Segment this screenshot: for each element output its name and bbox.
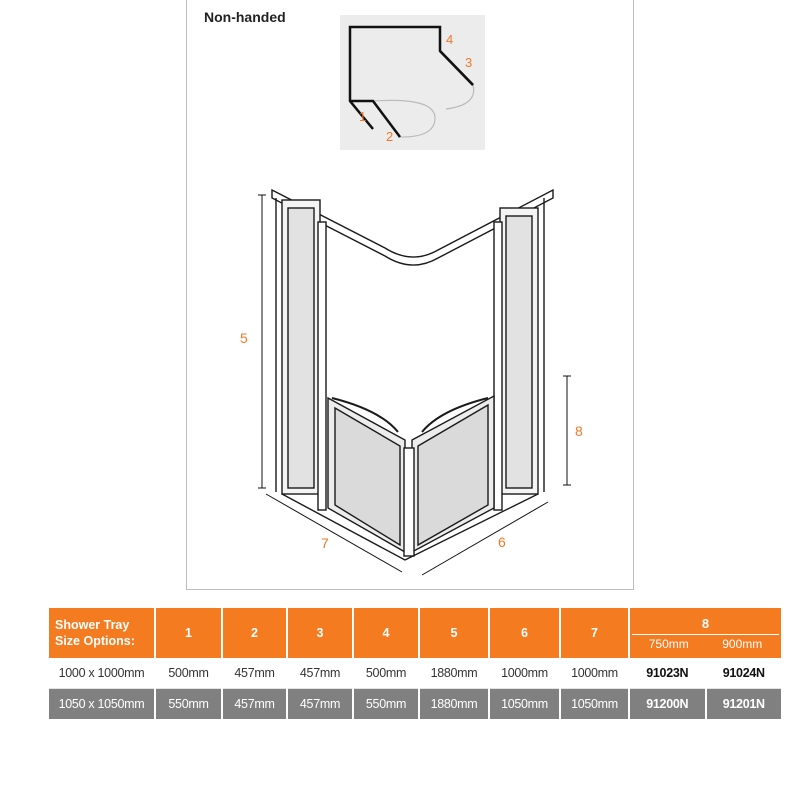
row-cell: 1880mm	[420, 689, 488, 719]
header-col-8-sub-750: 750mm	[648, 636, 689, 651]
row-code: 91200N	[630, 689, 705, 719]
header-col-4: 4	[354, 608, 418, 658]
header-col-2: 2	[223, 608, 286, 658]
dim-label-8: 8	[575, 423, 583, 439]
dim-label-7: 7	[321, 535, 329, 551]
header-col-7: 7	[561, 608, 628, 658]
enclosure-drawing	[272, 190, 553, 560]
row-size: 1000 x 1000mm	[49, 658, 154, 689]
row-cell: 457mm	[288, 689, 352, 719]
table-row	[49, 689, 781, 719]
row-code: 91024N	[707, 658, 782, 689]
header-col-1: 1	[156, 608, 221, 658]
row-cell: 550mm	[354, 689, 418, 719]
header-col-5: 5	[420, 608, 488, 658]
header-col-8-sub-900: 900mm	[722, 636, 763, 651]
header-size-options: Shower Tray Size Options:	[49, 608, 154, 658]
plan-view	[350, 27, 474, 137]
plan-label-3: 3	[465, 55, 473, 70]
header-col-3: 3	[288, 608, 352, 658]
row-code: 91023N	[630, 658, 705, 689]
plan-outline	[350, 27, 473, 129]
row-cell: 1050mm	[561, 689, 628, 719]
row-cell: 500mm	[354, 658, 418, 689]
row-cell: 457mm	[223, 689, 286, 719]
dim-label-6: 6	[498, 534, 506, 550]
dim-label-5: 5	[240, 330, 248, 346]
row-cell: 1050mm	[490, 689, 559, 719]
header-col-8-label: 8	[701, 615, 710, 631]
row-cell: 1000mm	[561, 658, 628, 689]
header-col-8	[630, 608, 781, 658]
plan-label-1: 1	[359, 109, 367, 124]
row-cell: 1880mm	[420, 658, 488, 689]
row-cell: 550mm	[156, 689, 221, 719]
table-header-row	[49, 608, 781, 658]
plan-label-4: 4	[446, 32, 454, 47]
row-cell: 457mm	[288, 658, 352, 689]
row-cell: 457mm	[223, 658, 286, 689]
diagram-heading: Non-handed	[204, 9, 286, 25]
header-col-6: 6	[490, 608, 559, 658]
row-size: 1050 x 1050mm	[49, 689, 154, 719]
plan-door-swing-left	[373, 100, 435, 137]
plan-label-2: 2	[386, 129, 394, 144]
row-code: 91201N	[707, 689, 782, 719]
row-cell: 1000mm	[490, 658, 559, 689]
row-cell: 500mm	[156, 658, 221, 689]
size-options-table	[47, 608, 783, 719]
table-row	[49, 658, 781, 689]
